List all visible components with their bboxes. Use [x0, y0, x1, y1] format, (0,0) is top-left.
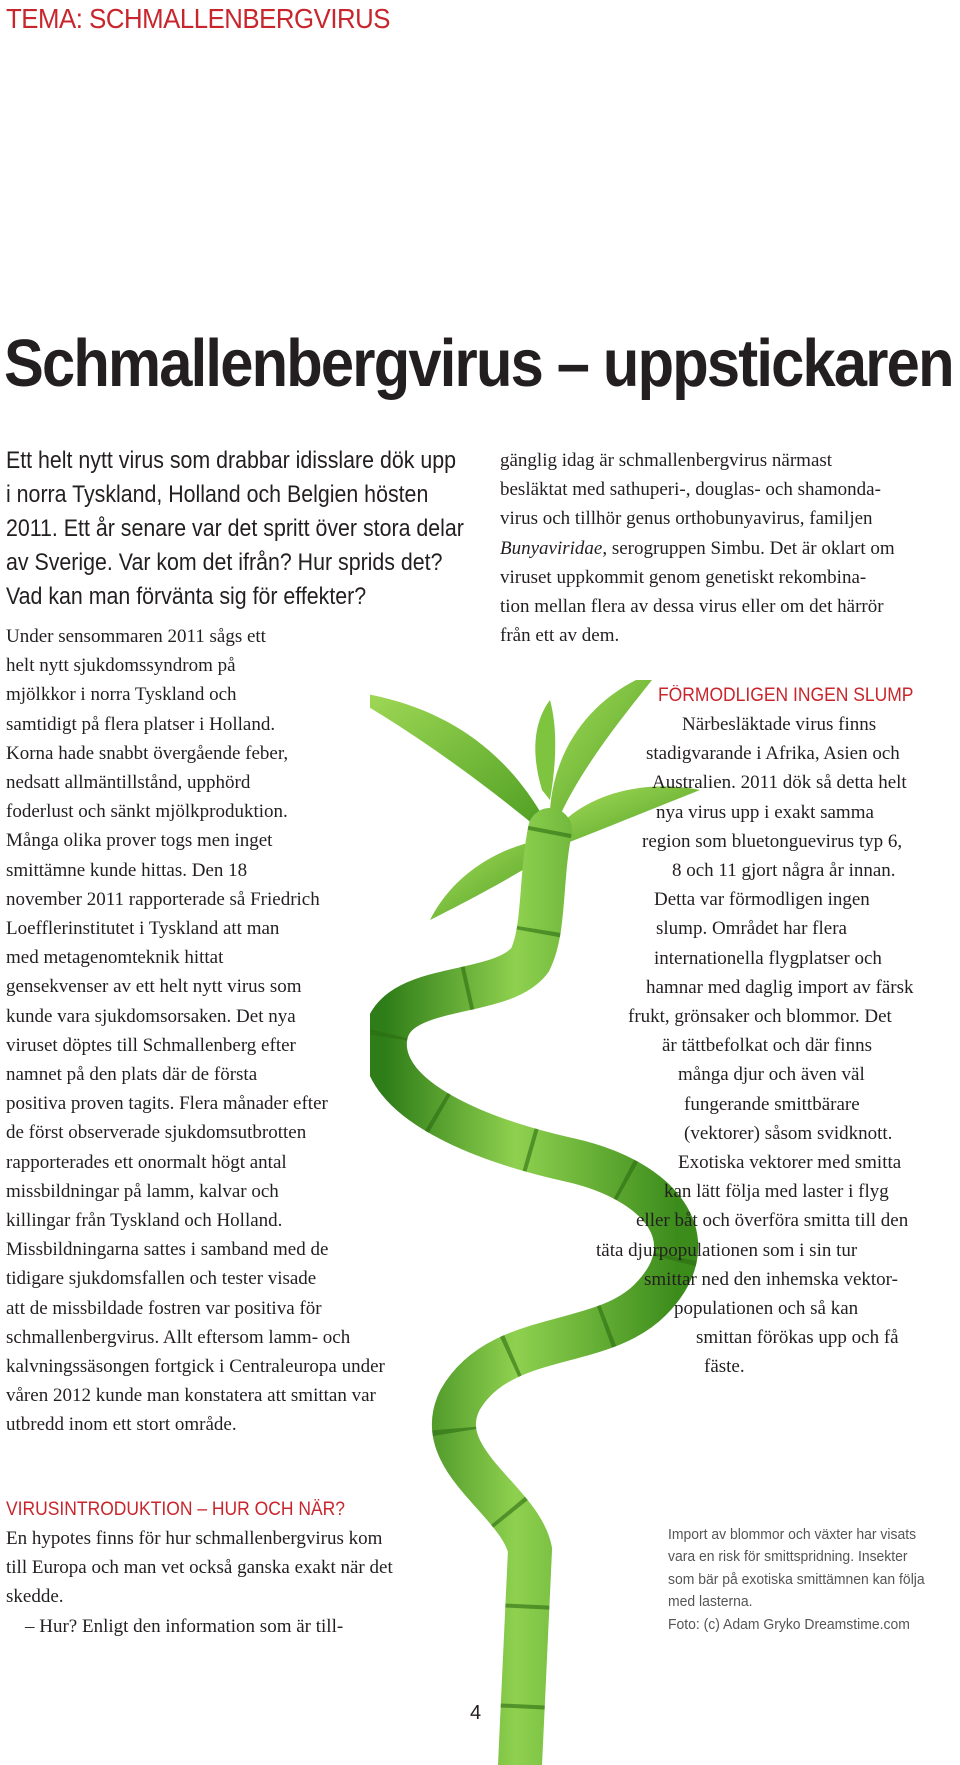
body-line: med metagenomteknik hittat: [6, 947, 224, 969]
body-line: Loefflerinstitutet i Tyskland att man: [6, 918, 280, 940]
body-line: killingar från Tyskland och Holland.: [6, 1210, 283, 1232]
body-line: hamnar med daglig import av färsk: [646, 976, 914, 998]
body-column-right-top: [500, 446, 960, 650]
body-line: Australien. 2011 dök så detta helt: [652, 772, 907, 794]
page-number: 4: [470, 1702, 482, 1724]
body-line: missbildningar på lamm, kalvar och: [6, 1180, 279, 1202]
body-line: internationella flygplatser och: [654, 947, 882, 969]
photo-caption: [668, 1524, 938, 1636]
caption-line: som bär på exotiska smittämnen kan följa: [668, 1570, 925, 1588]
body-line: Många olika prover togs men inget: [6, 830, 273, 852]
body-line: tidigare sjukdomsfallen och tester visade: [6, 1268, 317, 1290]
body-line-with-italic: Bunyaviridae, serogruppen Simbu. Det är oklart om: [500, 537, 895, 559]
subheading-right: FÖRMODLIGEN INGEN SLUMP: [658, 685, 914, 706]
body-line: kan lätt följa med laster i flyg: [664, 1181, 889, 1203]
ingress-line: av Sverige. Var kom det ifrån? Hur sprids det?: [6, 549, 443, 576]
body-line: Under sensommaren 2011 sågs ett: [6, 626, 266, 647]
body-line: region som bluetonguevirus typ 6,: [642, 830, 903, 852]
body-line: våren 2012 kunde man konstatera att smittan var: [6, 1385, 376, 1407]
body-line: rapporterades ett onormalt högt antal: [6, 1151, 287, 1173]
body-line: Korna hade snabbt övergående feber,: [6, 742, 289, 764]
body-line: nedsatt allmäntillstånd, upphörd: [6, 772, 251, 794]
body-line: att de missbildade fostren var positiva för: [6, 1297, 322, 1319]
body-line: populationen och så kan: [674, 1298, 859, 1320]
body-line: samtidigt på flera platser i Holland.: [6, 713, 276, 735]
italic-term: Bunyaviridae: [500, 537, 603, 559]
body-line: smittämne kunde hittas. Den 18: [6, 859, 248, 881]
body-line: november 2011 rapporterade så Friedrich: [6, 888, 320, 910]
body-line: 8 och 11 gjort några år innan.: [672, 860, 896, 882]
ingress-line: i norra Tyskland, Holland och Belgien hösten: [6, 481, 429, 508]
body-line: till Europa och man vet också ganska exakt när det: [6, 1557, 393, 1579]
body-line: slump. Området har flera: [656, 918, 847, 940]
body-line: frukt, grönsaker och blommor. Det: [628, 1006, 892, 1028]
body-line: Närbesläktade virus finns: [682, 714, 877, 735]
body-line: stadigvarande i Afrika, Asien och: [646, 743, 900, 765]
caption-line: vara en risk för smittspridning. Insekter: [668, 1548, 908, 1566]
article-ingress: [6, 444, 469, 614]
body-line: En hypotes finns för hur schmallenbergvirus kom: [6, 1528, 383, 1549]
body-line: mjölkkor i norra Tyskland och: [6, 684, 237, 706]
caption-line: Import av blommor och växter har visats: [668, 1526, 917, 1543]
caption-line: med lasterna.: [668, 1593, 753, 1611]
body-line: gänglig idag är schmallenbergvirus närmast: [500, 450, 833, 471]
ingress-line: Vad kan man förvänta sig för effekter?: [6, 583, 367, 610]
subheading-left: VIRUSINTRODUKTION – HUR OCH NÄR?: [6, 1499, 345, 1520]
body-line: helt nytt sjukdomssyndrom på: [6, 655, 236, 677]
body-line: är tättbefolkat och där finns: [662, 1035, 872, 1057]
body-line: fungerande smittbärare: [684, 1093, 860, 1115]
body-line: tion mellan flera av dessa virus eller om det härrör: [500, 596, 884, 618]
photo-credit: Foto: (c) Adam Gryko Dreamstime.com: [668, 1615, 910, 1633]
body-line: Exotiska vektorer med smitta: [678, 1152, 902, 1174]
body-line: (vektorer) såsom svidknott.: [684, 1122, 893, 1144]
body-column-right-wrapped: [560, 710, 960, 1382]
body-line: positiva proven tagits. Flera månader efter: [6, 1093, 328, 1115]
section-theme-label: TEMA: SCHMALLENBERGVIRUS: [6, 3, 391, 34]
body-line: schmallenbergvirus. Allt eftersom lamm- och: [6, 1326, 351, 1348]
body-line: foderlust och sänkt mjölkproduktion.: [6, 801, 288, 823]
ingress-line: Ett helt nytt virus som drabbar idisslare dök upp: [6, 447, 456, 474]
body-line: kalvningssäsongen fortgick i Centraleuropa under: [6, 1356, 385, 1378]
body-line: många djur och även väl: [678, 1064, 865, 1086]
body-line: besläktat med sathuperi-, douglas- och shamonda-: [500, 479, 881, 501]
body-line: nya virus upp i exakt samma: [656, 801, 874, 823]
body-line: viruset döptes till Schmallenberg efter: [6, 1034, 296, 1056]
body-line: smittan förökas upp och få: [696, 1327, 899, 1349]
body-line: fäste.: [704, 1356, 745, 1378]
body-line: virus och tillhör genus orthobunyavirus, familjen: [500, 508, 873, 530]
body-line: viruset uppkommit genom genetiskt rekombina-: [500, 566, 867, 588]
body-line: utbredd inom ett stort område.: [6, 1414, 237, 1436]
body-line: Detta var förmodligen ingen: [654, 889, 870, 911]
body-line: – Hur? Enligt den information som är till-: [6, 1615, 344, 1637]
body-line: smittar ned den inhemska vektor-: [644, 1268, 898, 1290]
body-line: skedde.: [6, 1586, 64, 1608]
ingress-line: 2011. Ett år senare var det spritt över stora delar: [6, 515, 464, 542]
body-line: namnet på den plats där de första: [6, 1064, 258, 1086]
body-line: täta djurpopulationen som i sin tur: [596, 1239, 858, 1261]
body-line: Missbildningarna sattes i samband med de: [6, 1239, 329, 1261]
body-line: gensekvenser av ett helt nytt virus som: [6, 976, 302, 998]
body-line: kunde vara sjukdomsorsaken. Det nya: [6, 1005, 296, 1027]
body-column-left: [6, 622, 385, 1440]
body-column-bottom: [6, 1524, 393, 1641]
body-line: de först observerade sjukdomsutbrotten: [6, 1122, 307, 1144]
body-line: från ett av dem.: [500, 625, 620, 647]
body-line: eller båt och överföra smitta till den: [636, 1210, 909, 1232]
article-headline: Schmallenbergvirus – uppstickaren: [4, 326, 953, 401]
